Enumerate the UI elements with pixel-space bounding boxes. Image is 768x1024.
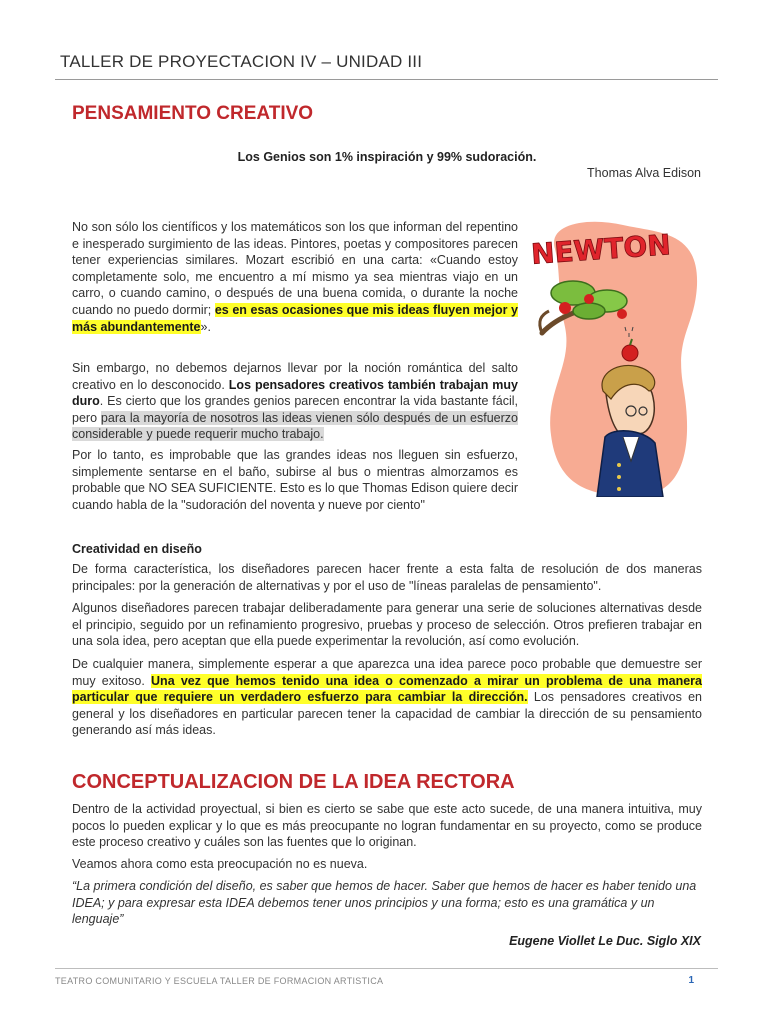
section-title-pensamiento-creativo: PENSAMIENTO CREATIVO	[72, 103, 314, 124]
paragraph-hard-work	[72, 360, 518, 443]
paragraph-idea-rectora: Dentro de la actividad proyectual, si bien es cierto se sabe que este acto sucede, de una manera intuitiva, muy pocos lo pueden explicar y lo que es más preocupante no logran fundamentar en su proyecto, como se produce este proceso creativo y cuáles son las fuentes que lo originan.	[72, 802, 702, 850]
newton-apple-illustration	[527, 215, 705, 497]
quote-author: Eugene Viollet Le Duc. Siglo XIX	[509, 934, 701, 948]
footer-text: TEATRO COMUNITARIO Y ESCUELA TALLER DE FORMACION ARTISTICA	[55, 976, 384, 986]
quote-viollet-le-duc: “La primera condición del diseño, es saber que hemos de hacer. Saber que hemos de hacer es haber tenido una IDEA; y para expresar esta IDEA debemos tener unos principios y una forma; esto es una gramática y un lenguaje”	[72, 879, 697, 927]
subsection-title-creatividad: Creatividad en diseño	[72, 542, 202, 556]
bold-text: Los pensadores creativos también trabajan muy duro	[72, 377, 518, 409]
gray-highlighted-text: para la mayoría de nosotros las ideas vienen sólo después de un esfuerzo considerable y puede requerir mucho trabajo.	[72, 410, 519, 442]
paragraph-text: . Es cierto que los grandes genios parecen encontrar la vida bastante fácil, pero	[72, 394, 518, 425]
paragraph-text: Sin embargo, no debemos dejarnos llevar por la noción romántica del salto creativo en lo desconocido.	[72, 361, 518, 392]
section-title-idea-rectora: CONCEPTUALIZACION DE LA IDEA RECTORA	[72, 771, 515, 793]
paragraph-creatividad-1: De forma característica, los diseñadores parecen hacer frente a esta falta de resolución de dos maneras principales: por la generación de alternativas y por el uso de "líneas paralelas de pensamiento".	[72, 562, 702, 593]
page-number: 1	[688, 975, 694, 986]
page-header-title: TALLER DE PROYECTACION IV – UNIDAD III	[60, 52, 423, 71]
highlighted-text: es en esas ocasiones que mis ideas fluyen mejor y más abundantemente	[72, 302, 518, 334]
paragraph-text: De cualquier manera, simplemente esperar a que aparezca una idea parece poco probable que demuestre ser muy exitoso.	[72, 657, 702, 688]
paragraph-text: ».	[200, 319, 211, 334]
highlighted-text: Una vez que hemos tenido una idea o comenzado a mirar un problema de una manera particular que requiere un verdadero esfuerzo para cambiar la dirección.	[72, 673, 702, 705]
footer-divider	[55, 968, 718, 969]
epigraph-author: Thomas Alva Edison	[587, 166, 701, 180]
paragraph-text: Los pensadores creativos en general y los diseñadores en particular parecen tener la capacidad de cambiar la dirección de su pensamiento generando así más ideas.	[72, 690, 702, 738]
paragraph-edison: Por lo tanto, es improbable que las grandes ideas nos lleguen sin esfuerzo, simplemente sentarse en el baño, subirse al bus o mientras almorzamos es probable que NO SEA SUFICIENTE. Esto es lo que Thomas Edison quiere decir cuando habla de la "sudoración del noventa y nueve por ciento"	[72, 448, 518, 512]
header-divider	[55, 79, 718, 80]
epigraph-quote: Los Genios son 1% inspiración y 99% sudoración.	[237, 150, 537, 164]
paragraph-preocupacion: Veamos ahora como esta preocupación no es nueva.	[72, 857, 368, 871]
paragraph-mozart	[72, 219, 518, 335]
paragraph-creatividad-3	[72, 656, 702, 739]
newton-title-text: NEWTON	[530, 228, 672, 271]
paragraph-text: No son sólo los científicos y los matemáticos son los que informan del repentino e inesperado surgimiento de las ideas. Pintores, poetas y compositores parecen tener experiencias similares. Mozart escribió en una carta: «Cuando estoy completamente solo, me encuentro a mí mismo ya sea mientras viajo en un carro, o cuando camino, o después de una buena comida, o durante la noche cuando no puedo dormir;	[72, 220, 518, 317]
paragraph-creatividad-2: Algunos diseñadores parecen trabajar deliberadamente para generar una serie de soluciones alternativas desde el principio, seguido por un refinamiento progresivo, pruebas y proceso de selección. Otros prefieren trabajar en una sola idea, pero aceptan que ella puede experimentar la revolución, así como evolución.	[72, 601, 702, 649]
